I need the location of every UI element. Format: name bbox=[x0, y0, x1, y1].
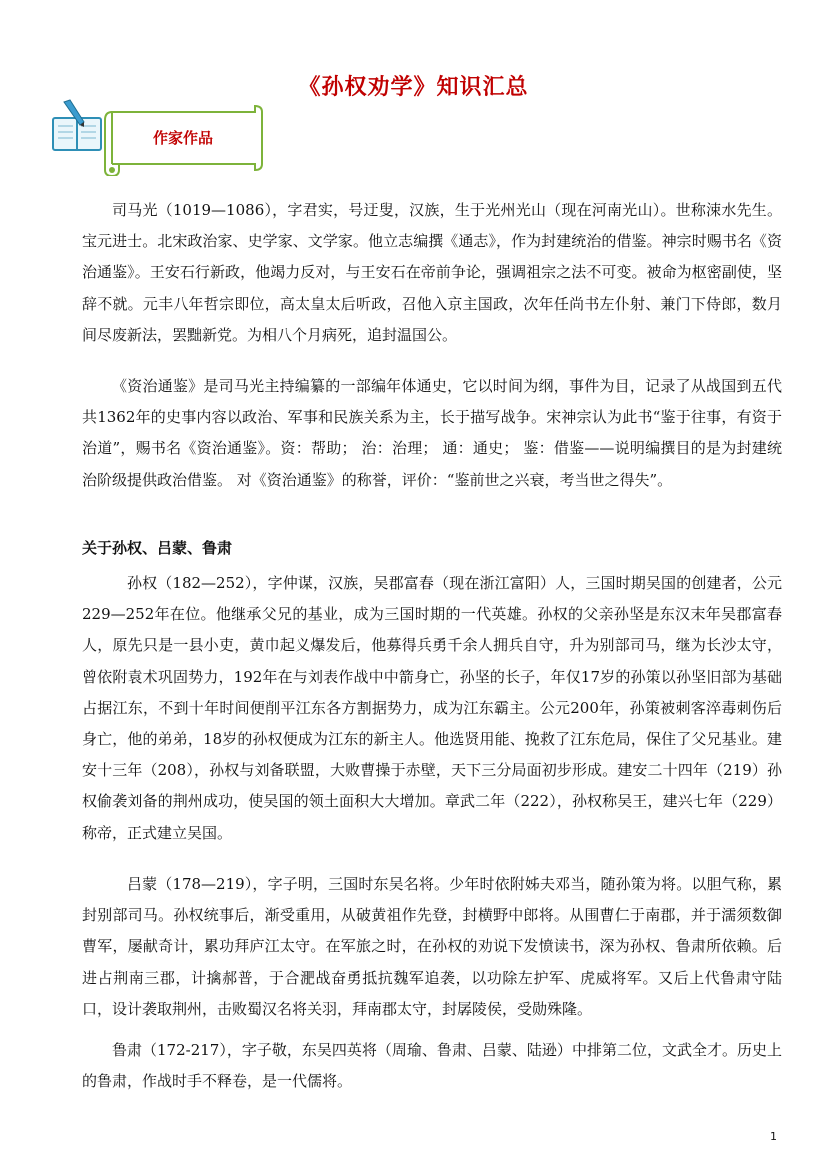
page-number: 1 bbox=[770, 1130, 777, 1143]
bio-block-lvmeng bbox=[82, 869, 782, 1025]
page-title: 《孙权劝学》知识汇总 bbox=[298, 74, 529, 100]
about-heading: 关于孙权、吕蒙、鲁肃 bbox=[82, 539, 233, 557]
bio-block-sunquan bbox=[82, 568, 782, 849]
paragraph-author: 司马光（1019—1086），字君实，号迂叟，汉族，生于光州光山（现在河南光山）。世称涑水先生。宝元进士。北宋政治家、史学家、文学家。他立志编撰《通志》，作为封建统治的借鉴。神宗时赐书名《资治通鉴》。王安石行新政，他竭力反对，与王安石在帝前争论，强调祖宗之法不可变。被命为枢密副使，坚辞不就。元丰八年哲宗即位，高太皇太后听政，召他入京主国政，次年任尚书左仆射、兼门下侍郎，数月间尽废新法，罢黜新党。为相八个月病死，追封温国公。 bbox=[82, 201, 782, 344]
work-block bbox=[82, 371, 782, 496]
paragraph-lusu: 鲁肃（172-217），字子敬，东吴四英将（周瑜、鲁肃、吕蒙、陆逊）中排第二位，文武全才。历史上的鲁肃，作战时手不释卷，是一代儒将。 bbox=[82, 1041, 782, 1091]
paragraph-work: 《资治通鉴》是司马光主持编纂的一部编年体通史，它以时间为纲，事件为目，记录了从战国到五代共1362年的史事内容以政治、军事和民族关系为主，长于描写战争。宋神宗认为此书“鉴于往事，有资于治道”，赐书名《资治通鉴》。资：帮助； 治：治理； 通：通史； 鉴：借鉴——说明编撰目的是为封建统治阶级提供政治借鉴。 对《资治通鉴》的称誉，评价：“鉴前世之兴衰，考当世之得失”。 bbox=[82, 377, 782, 489]
paragraph-sunquan: 孙权（182—252），字仲谋，汉族，吴郡富春（现在浙江富阳）人，三国时期吴国的创建者，公元229—252年在位。他继承父兄的基业，成为三国时期的一代英雄。孙权的父亲孙坚是东汉末年吴郡富春人，原先只是一县小吏，黄巾起义爆发后，他募得兵勇千余人拥兵自守，升为别部司马，继为长沙太守，曾依附袁术巩固势力，192年在与刘表作战中中箭身亡，孙坚的长子，年仅17岁的孙策以孙坚旧部为基础占据江东，不到十年时间便削平江东各方割据势力，成为江东霸主。公元200年，孙策被刺客淬毒刺伤后身亡，他的弟弟，18岁的孙权便成为江东的新主人。他选贤用能、挽救了江东危局，保住了父兄基业。建安十三年（208），孙权与刘备联盟，大败曹操于赤壁，天下三分局面初步形成。建安二十四年（219）孙权偷袭刘备的荆州成功，使吴国的领土面积大大增加。章武二年（222），孙权称吴王，建兴七年（229）称帝，正式建立吴国。 bbox=[82, 574, 782, 842]
book-pencil-icon bbox=[53, 100, 101, 150]
intro-block bbox=[82, 195, 782, 351]
section-label: 作家作品 bbox=[152, 129, 213, 147]
bio-block-lusu bbox=[82, 1035, 782, 1097]
paragraph-lvmeng: 吕蒙（178—219），字子明，三国时东吴名将。少年时依附姊夫邓当，随孙策为将。以胆气称，累封别部司马。孙权统事后，渐受重用，从破黄祖作先登，封横野中郎将。从围曹仁于南郡，并于濡须数御曹军，屡献奇计，累功拜庐江太守。在军旅之时，在孙权的劝说下发愤读书，深为孙权、鲁肃所依赖。后进占荆南三郡，计擒郝普，于合淝战奋勇抵抗魏军追袭，以功除左护军、虎威将军。又后上代鲁肃守陆口，设计袭取荆州，击败蜀汉名将关羽，拜南郡太守，封孱陵侯，受勋殊隆。 bbox=[82, 875, 782, 1018]
